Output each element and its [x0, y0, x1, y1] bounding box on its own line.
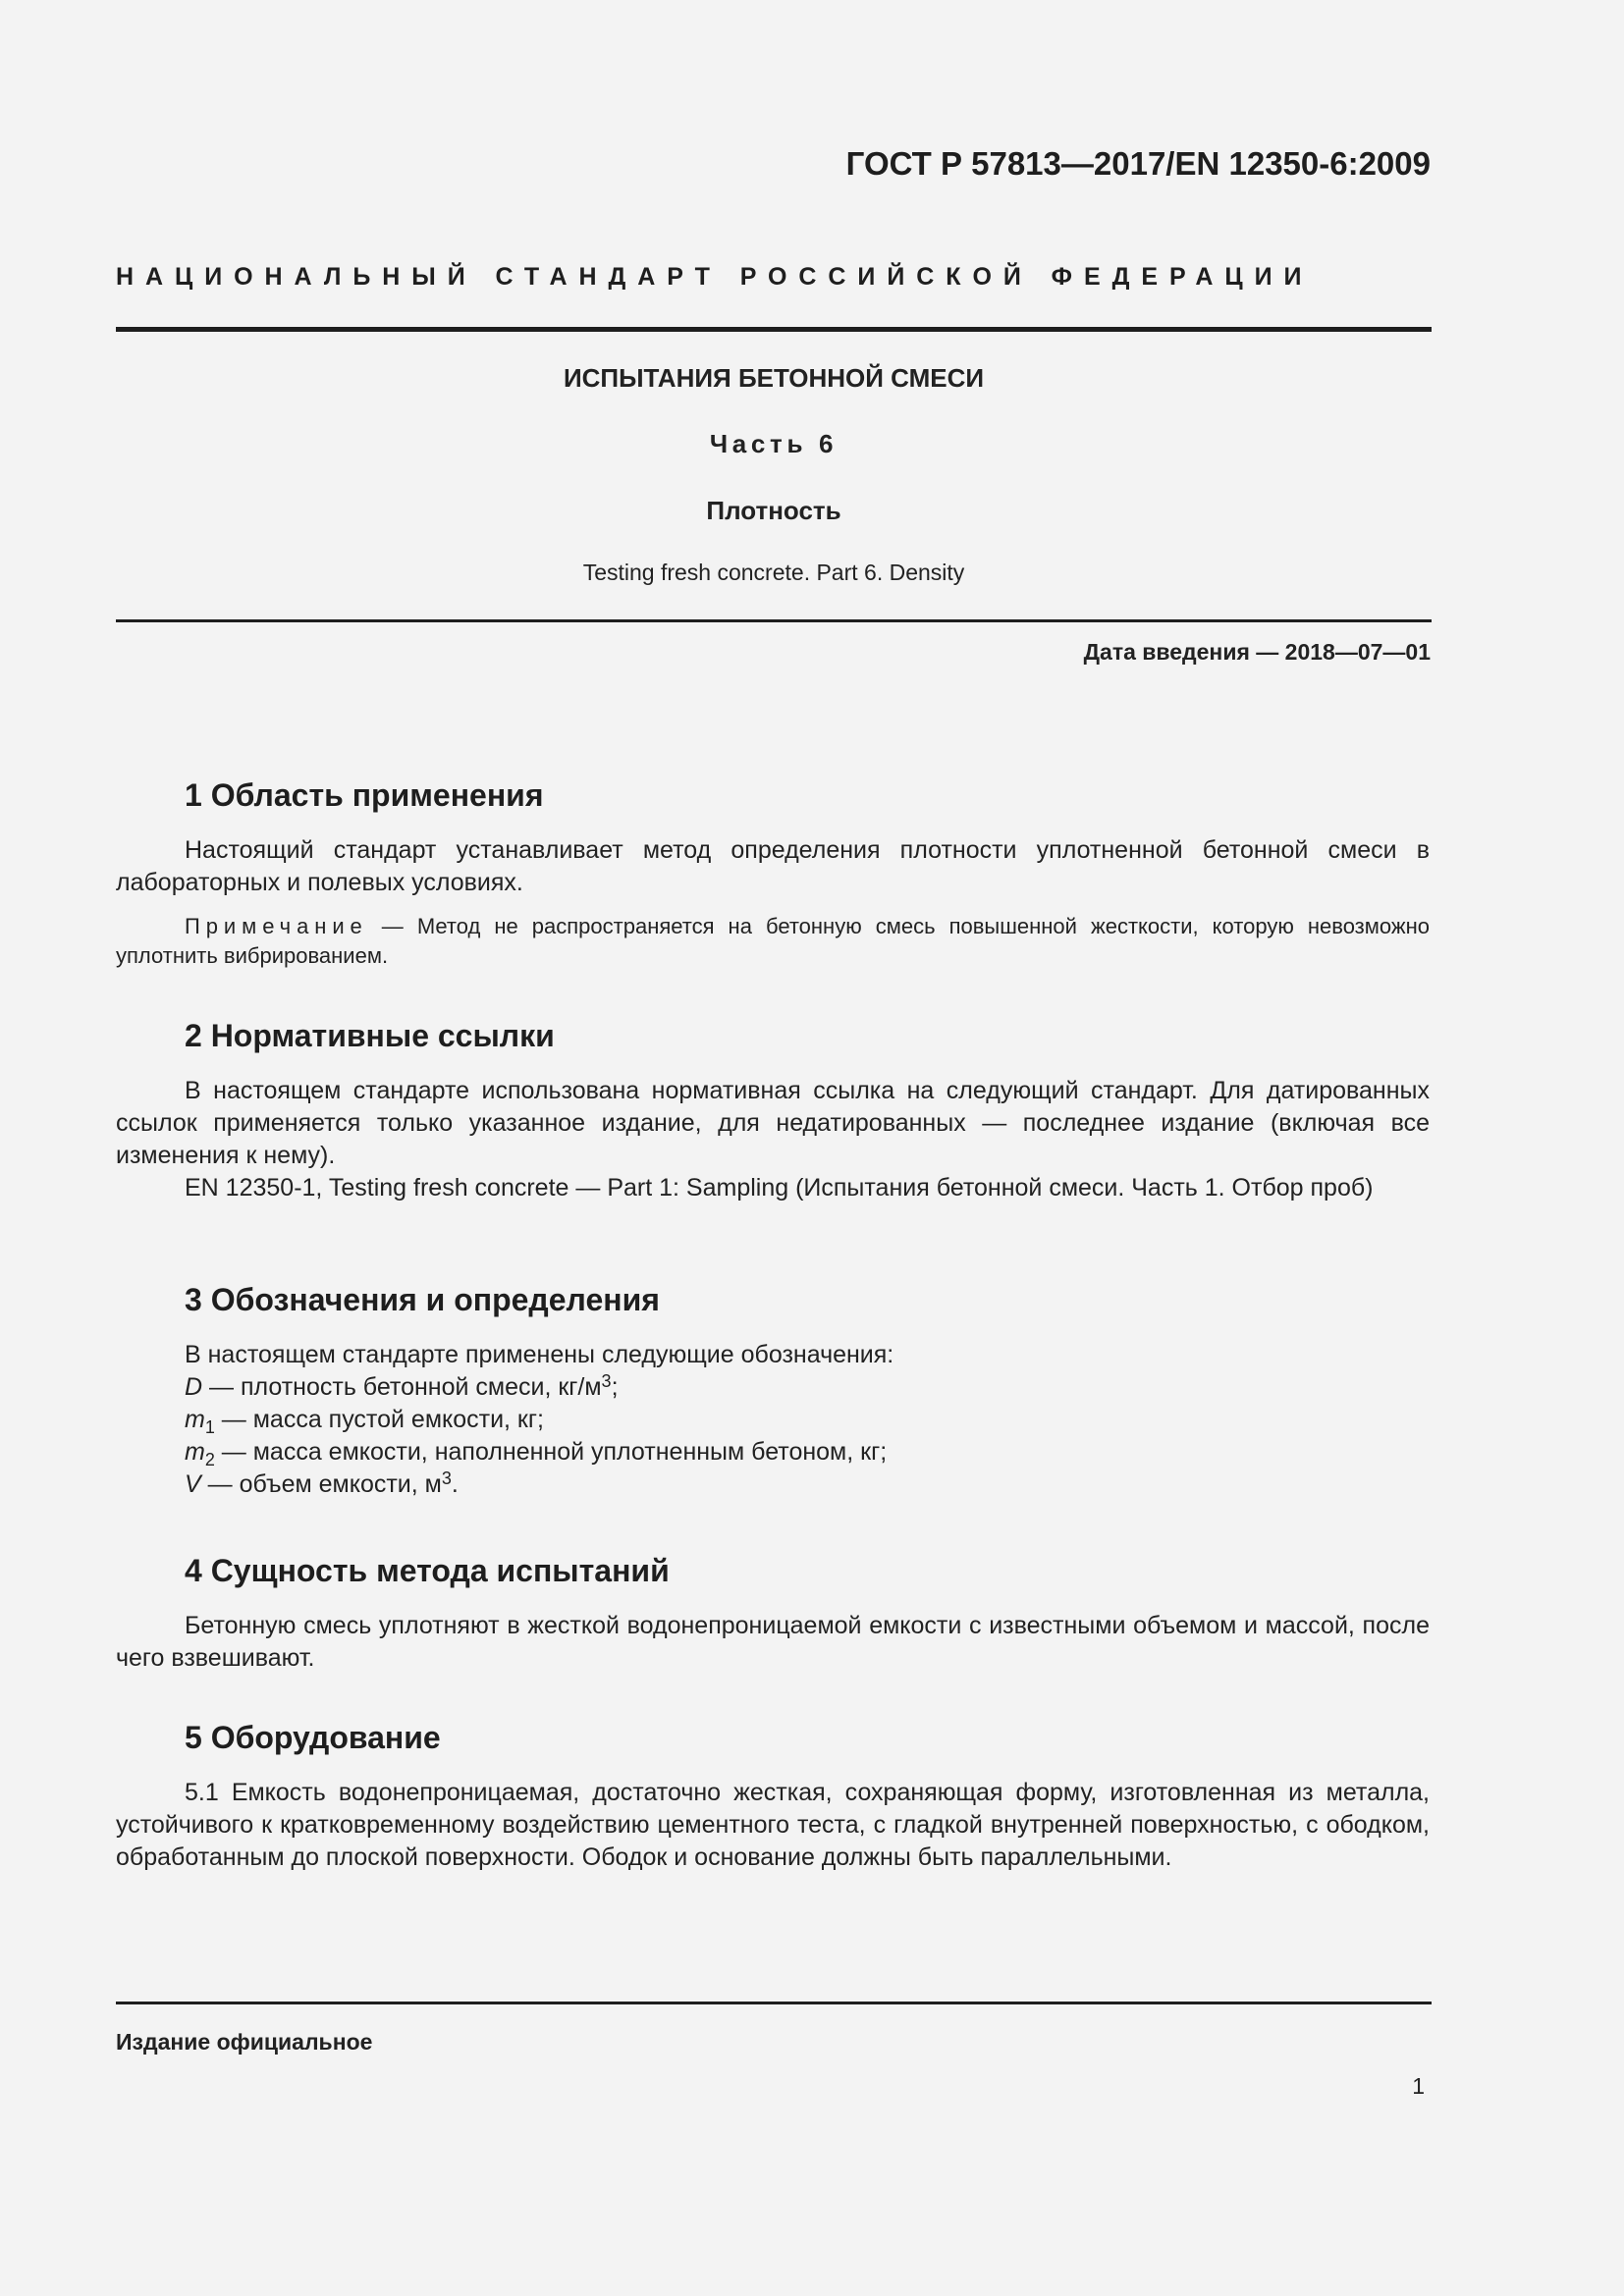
- section-scope: [116, 775, 1430, 971]
- edition-label: Издание официальное: [116, 2029, 373, 2055]
- title-divider: [116, 619, 1432, 622]
- paragraph: Настоящий стандарт устанавливает метод определения плотности уплотненной бетонной смеси в лабораторных и полевых условиях.: [116, 836, 1430, 896]
- section-heading: 3 Обозначения и определения: [185, 1282, 660, 1317]
- subscript: 2: [204, 1450, 215, 1470]
- paragraph: EN 12350-1, Testing fresh concrete — Part 1: Sampling (Испытания бетонной смеси. Часть 1. Отбор проб): [185, 1174, 1374, 1201]
- top-divider: [116, 327, 1432, 332]
- note: [116, 912, 1430, 971]
- symbol: V: [185, 1470, 201, 1498]
- superscript: 3: [601, 1370, 612, 1391]
- symbol: D: [185, 1373, 203, 1401]
- part-label: Часть 6: [709, 429, 839, 458]
- section-normative-references: [116, 1016, 1430, 1204]
- symbol-text: — масса емкости, наполненной уплотненным бетоном, кг;: [214, 1438, 888, 1466]
- paragraph: В настоящем стандарте использована нормативная ссылка на следующий стандарт. Для датированных ссылок применяется только указанное издание, для недатированных — последнее издание (включая все изменения к нему).: [116, 1077, 1430, 1169]
- symbol-item: [116, 1371, 1430, 1404]
- symbol-item: [116, 1468, 1430, 1501]
- symbol: m: [185, 1438, 205, 1466]
- page-number: 1: [1412, 2073, 1425, 2099]
- symbol-text: — масса пустой емкости, кг;: [214, 1406, 544, 1433]
- note-label: Примечание: [185, 914, 368, 938]
- national-standard-title: НАЦИОНАЛЬНЫЙ СТАНДАРТ РОССИЙСКОЙ ФЕДЕРАЦИИ: [116, 263, 1314, 291]
- footer-divider: [116, 2002, 1432, 2004]
- symbols-intro: В настоящем стандарте применены следующие обозначения:: [185, 1341, 894, 1368]
- note-text: — Метод не распространяется на бетонную смесь повышенной жесткости, которую невозможно уплотнить вибрированием.: [116, 914, 1430, 968]
- paragraph: Бетонную смесь уплотняют в жесткой водонепроницаемой емкости с известными объемом и массой, после чего взвешивают.: [116, 1612, 1430, 1672]
- section-heading: 2 Нормативные ссылки: [185, 1018, 555, 1053]
- section-heading: 4 Сущность метода испытаний: [185, 1553, 670, 1588]
- symbol-item: [116, 1404, 1430, 1436]
- symbol-text: — объем емкости, м: [200, 1470, 442, 1498]
- symbol-end: .: [451, 1470, 459, 1498]
- date-introduced: Дата введения — 2018—07—01: [1083, 639, 1431, 665]
- section-symbols: [116, 1280, 1430, 1501]
- symbol-item: [116, 1436, 1430, 1468]
- paragraph: 5.1 Емкость водонепроницаемая, достаточно жесткая, сохраняющая форму, изготовленная из металла, устойчивого к кратковременному воздействию цементного теста, с гладкой внутренней поверхностью, с ободком, обработанным до плоской поверхности. Ободок и основание должны быть параллельными.: [116, 1779, 1430, 1871]
- subscript: 1: [204, 1417, 215, 1438]
- standard-designation: ГОСТ Р 57813—2017/EN 12350-6:2009: [845, 145, 1431, 182]
- section-equipment: [116, 1718, 1430, 1874]
- document-subject: Плотность: [706, 496, 841, 525]
- document-title: ИСПЫТАНИЯ БЕТОННОЙ СМЕСИ: [563, 363, 985, 393]
- symbol: m: [185, 1406, 205, 1433]
- symbol-text: — плотность бетонной смеси, кг/м: [202, 1373, 602, 1401]
- superscript: 3: [441, 1468, 452, 1488]
- english-title: Testing fresh concrete. Part 6. Density: [582, 560, 965, 585]
- symbol-end: ;: [611, 1373, 619, 1401]
- section-method-principle: [116, 1551, 1430, 1675]
- section-heading: 1 Область применения: [185, 777, 544, 813]
- section-heading: 5 Оборудование: [185, 1720, 441, 1755]
